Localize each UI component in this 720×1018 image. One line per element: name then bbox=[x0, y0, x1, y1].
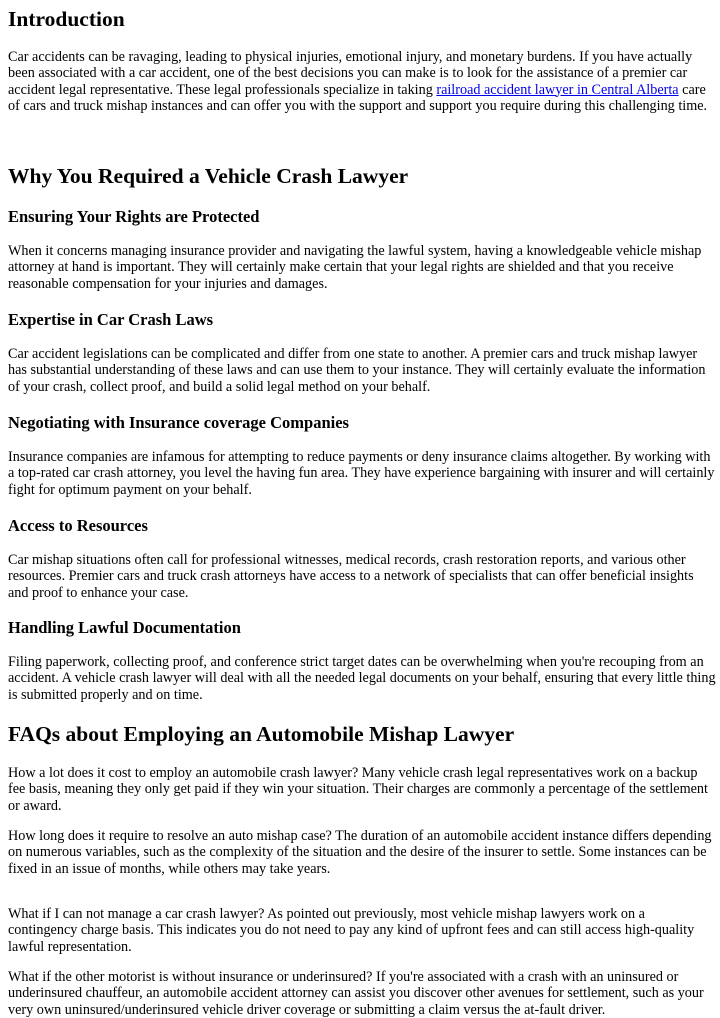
subheading-handling-documentation: Handling Lawful Documentation bbox=[8, 618, 241, 637]
faq-paragraph-cost: How a lot does it cost to employ an automobile crash lawyer? Many vehicle crash legal representatives work on a backup fee basis, meaning they only get paid if they win your situation. Their charges are commonly a percentage of the settlement or award. bbox=[8, 765, 708, 814]
paragraph-negotiating: Insurance companies are infamous for attempting to reduce payments or deny insurance claims altogether. By working with a top-rated car crash attorney, you level the having fun area. They have experience bargaining with insurer and will certainly fight for optimum payment on your behalf. bbox=[8, 449, 715, 498]
intro-paragraph bbox=[8, 49, 716, 114]
intro-text-before-link: Car accidents can be ravaging, leading to physical injuries, emotional injury, and monetary burdens. If you have actually been associated with a car accident, one of the best decisions you can make is to look for the assistance of a premier car accident legal representative. These legal professionals specialize in taking bbox=[8, 49, 693, 98]
paragraph-handling-documentation: Filing paperwork, collecting proof, and conference strict target dates can be overwhelming when you're recouping from an accident. A vehicle crash lawyer will deal with all the needed legal documents on your behalf, ensuring that every little thing is submitted properly and on time. bbox=[8, 654, 716, 703]
intro-text-after-link: care of cars and truck mishap instances and can offer you with the support and support you require during this challenging time. bbox=[8, 81, 708, 114]
paragraph-rights-protected: When it concerns managing insurance provider and navigating the lawful system, having a knowledgeable vehicle mishap attorney at hand is important. They will certainly make certain that your legal rights are shielded and that you receive reasonable compensation for your injuries and damages. bbox=[8, 243, 702, 292]
subheading-access-resources: Access to Resources bbox=[8, 516, 148, 535]
faq-paragraph-duration: How long does it require to resolve an auto mishap case? The duration of an automobile accident instance differs depending on numerous variables, such as the complexity of the situation and the desire of the insurer to settle. Some instances can be fixed in an issue of months, while others may take years. bbox=[8, 828, 712, 877]
heading-faqs: FAQs about Employing an Automobile Mishap Lawyer bbox=[8, 722, 515, 746]
heading-introduction: Introduction bbox=[8, 7, 125, 31]
paragraph-expertise: Car accident legislations can be complicated and differ from one state to another. A premier cars and truck mishap lawyer has substantial understanding of these laws and can use them to your instance. They will certainly evaluate the information of your crash, collect proof, and build a solid legal method on your behalf. bbox=[8, 346, 706, 395]
paragraph-access-resources: Car mishap situations often call for professional witnesses, medical records, crash restoration reports, and various other resources. Premier cars and truck crash attorneys have access to a network of specialists that can offer beneficial insights and proof to enhance your case. bbox=[8, 552, 694, 601]
subheading-expertise: Expertise in Car Crash Laws bbox=[8, 310, 214, 329]
heading-why-required: Why You Required a Vehicle Crash Lawyer bbox=[8, 164, 409, 188]
subheading-negotiating: Negotiating with Insurance coverage Companies bbox=[8, 413, 349, 432]
faq-paragraph-uninsured: What if the other motorist is without insurance or underinsured? If you're associated with a crash with an uninsured or underinsured chauffeur, an automobile accident attorney can assist you discover other avenues for settlement, such as your very own uninsured/underinsured vehicle driver coverage or submitting a claim versus the at-fault driver. bbox=[8, 969, 704, 1018]
subheading-rights-protected: Ensuring Your Rights are Protected bbox=[8, 207, 260, 226]
faq-paragraph-affordability: What if I can not manage a car crash lawyer? As pointed out previously, most vehicle mishap lawyers work on a contingency charge basis. This indicates you do not need to pay any kind of upfront fees and can still access high-quality lawful representation. bbox=[8, 906, 695, 955]
railroad-lawyer-link[interactable]: railroad accident lawyer in Central Alberta bbox=[436, 81, 679, 98]
